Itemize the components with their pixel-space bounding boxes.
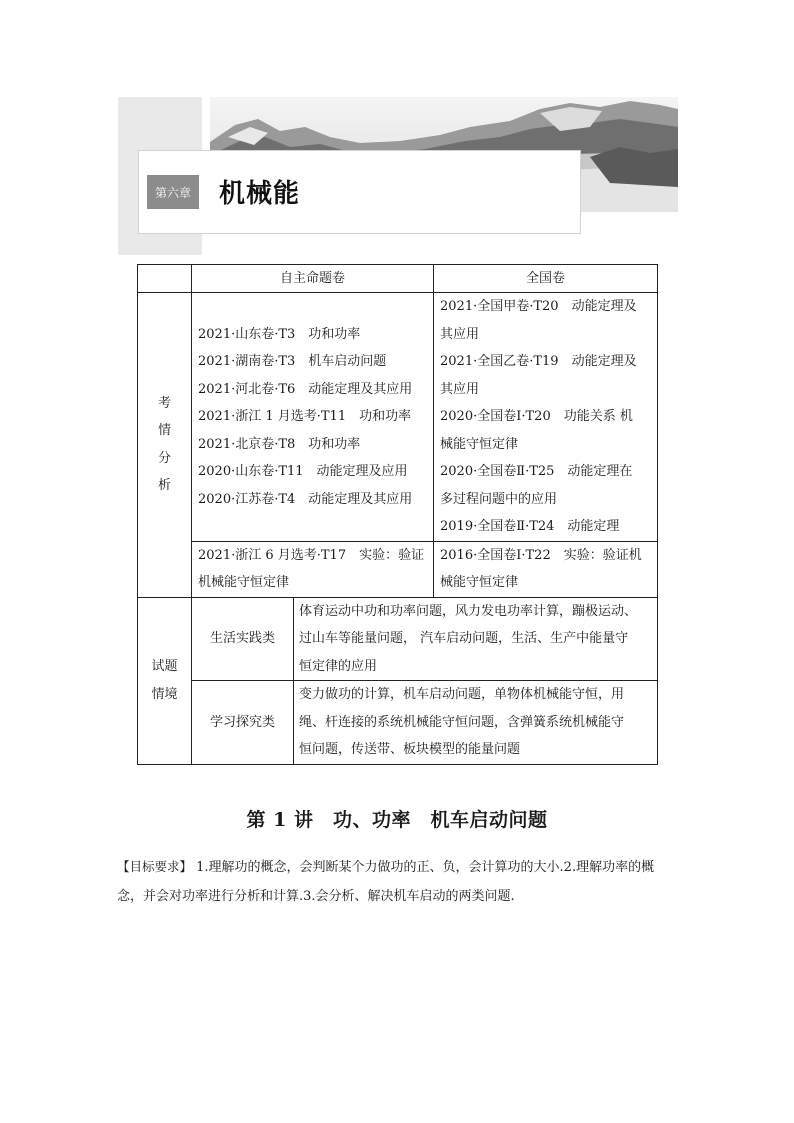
objectives-label: 【目标要求】 (117, 859, 193, 874)
exam-analysis-table (137, 264, 658, 765)
chapter-badge: 第六章 (147, 175, 199, 209)
col-header-self: 自主命题卷 (192, 265, 434, 293)
objectives-text-line2: 念，并会对功率进行分析和计算.3.会分析、解决机车启动的两类问题. (117, 889, 515, 904)
study-explore-text: 变力做功的计算，机车启动问题，单物体机械能守恒，用 绳、杆连接的系统机械能守恒问题，含弹簧系统机械能守 恒问题，传送带、板块模型的能量问题 (294, 681, 658, 765)
category-life-practice: 生活实践类 (192, 597, 294, 681)
objectives-text-line1: 1.理解功的概念，会判断某个力做功的正、负，会计算功的大小.2.理解功率的概 (192, 860, 655, 875)
chapter-banner (118, 97, 678, 255)
chapter-card (138, 150, 581, 234)
national-papers-cell: 2021·全国甲卷·T20 动能定理及 其应用 2021·全国乙卷·T19 动能定理及 其应用 2020·全国卷Ⅰ·T20 功能关系 机 械能守恒定律 2020·全国卷Ⅱ·T25 动能定理在 多过程问题中的应用 2019·全国卷Ⅱ·T24 动能定理 (434, 293, 658, 542)
row-label-analysis: 考 情 分 析 (138, 293, 192, 598)
objectives-paragraph (117, 852, 683, 911)
category-study-explore: 学习探究类 (192, 681, 294, 765)
chapter-title: 机械能 (219, 179, 301, 209)
self-experiment-cell: 2021·浙江 6 月选考·T17 实验：验证 机械能守恒定律 (192, 541, 434, 597)
life-practice-text: 体育运动中功和功率问题，风力发电功率计算，蹦极运动、 过山车等能量问题， 汽车启动问题，生活、生产中能量守 恒定律的应用 (294, 597, 658, 681)
lecture-title: 第 1 讲 功、功率 机车启动问题 (246, 809, 548, 831)
self-papers-cell: 2021·山东卷·T3 功和功率 2021·湖南卷·T3 机车启动问题 2021·河北卷·T6 动能定理及其应用 2021·浙江 1 月选考·T11 功和功率 2021·北京卷·T8 功和功率 2020·山东卷·T11 动能定理及应用 2020·江苏卷·T4 动能定理及其应用 (192, 293, 434, 542)
row-label-context: 试题 情境 (138, 597, 192, 764)
national-experiment-cell: 2016·全国卷Ⅰ·T22 实验：验证机 械能守恒定律 (434, 541, 658, 597)
table-corner-cell (138, 265, 192, 293)
col-header-national: 全国卷 (434, 265, 658, 293)
